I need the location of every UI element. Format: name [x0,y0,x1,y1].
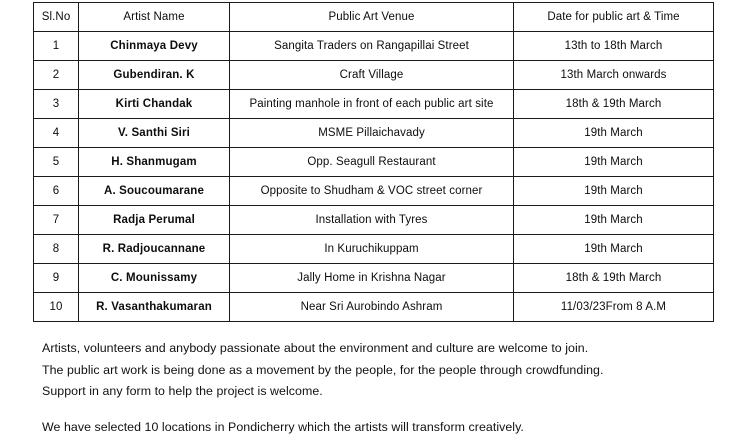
table-row [34,235,714,264]
notes-line-1: Artists, volunteers and anybody passionate about the environment and culture are welcome to join. [42,338,712,360]
cell-artist: R. Radjoucannane [79,235,230,264]
table-row [34,90,714,119]
cell-artist: Kirti Chandak [79,90,230,119]
cell-venue: Near Sri Aurobindo Ashram [230,293,514,322]
table-row [34,148,714,177]
cell-venue: Craft Village [230,61,514,90]
cell-date: 19th March [514,177,714,206]
cell-artist: V. Santhi Siri [79,119,230,148]
cell-date: 19th March [514,206,714,235]
public-art-schedule-table-wrapper [33,2,713,322]
cell-artist: R. Vasanthakumaran [79,293,230,322]
cell-slno: 8 [34,235,79,264]
table-row [34,32,714,61]
cell-artist: H. Shanmugam [79,148,230,177]
column-header-date: Date for public art & Time [514,3,714,32]
table-header [34,3,714,32]
table-row [34,293,714,322]
cell-artist: Chinmaya Devy [79,32,230,61]
cell-slno: 5 [34,148,79,177]
cell-artist: Radja Perumal [79,206,230,235]
table-row [34,119,714,148]
cell-slno: 1 [34,32,79,61]
table-row [34,264,714,293]
table-row [34,206,714,235]
cell-venue: Painting manhole in front of each public art site [230,90,514,119]
cell-slno: 2 [34,61,79,90]
cell-date: 13th to 18th March [514,32,714,61]
cell-venue: In Kuruchikuppam [230,235,514,264]
cell-venue: MSME Pillaichavady [230,119,514,148]
cell-venue: Jally Home in Krishna Nagar [230,264,514,293]
cell-date: 18th & 19th March [514,90,714,119]
cell-slno: 10 [34,293,79,322]
column-header-slno: Sl.No [34,3,79,32]
cell-date: 13th March onwards [514,61,714,90]
cell-date: 19th March [514,235,714,264]
public-art-schedule-table [33,2,714,322]
notes-line-2: The public art work is being done as a movement by the people, for the people through crowdfunding. [42,360,712,382]
cell-slno: 6 [34,177,79,206]
notes-section [42,338,712,438]
cell-date: 11/03/23From 8 A.M [514,293,714,322]
cell-date: 19th March [514,119,714,148]
cell-artist: A. Soucoumarane [79,177,230,206]
column-header-artist-name: Artist Name [79,3,230,32]
cell-slno: 3 [34,90,79,119]
cell-date: 18th & 19th March [514,264,714,293]
cell-date: 19th March [514,148,714,177]
cell-venue: Opposite to Shudham & VOC street corner [230,177,514,206]
cell-slno: 7 [34,206,79,235]
cell-venue: Opp. Seagull Restaurant [230,148,514,177]
cell-slno: 9 [34,264,79,293]
notes-line-3: Support in any form to help the project is welcome. [42,381,712,403]
cell-artist: Gubendiran. K [79,61,230,90]
table-body [34,32,714,322]
cell-artist: C. Mounissamy [79,264,230,293]
column-header-venue: Public Art Venue [230,3,514,32]
notes-line-4: We have selected 10 locations in Pondicherry which the artists will transform creatively. [42,417,712,438]
cell-slno: 4 [34,119,79,148]
cell-venue: Sangita Traders on Rangapillai Street [230,32,514,61]
table-row [34,177,714,206]
table-row [34,61,714,90]
table-header-row [34,3,714,32]
cell-venue: Installation with Tyres [230,206,514,235]
